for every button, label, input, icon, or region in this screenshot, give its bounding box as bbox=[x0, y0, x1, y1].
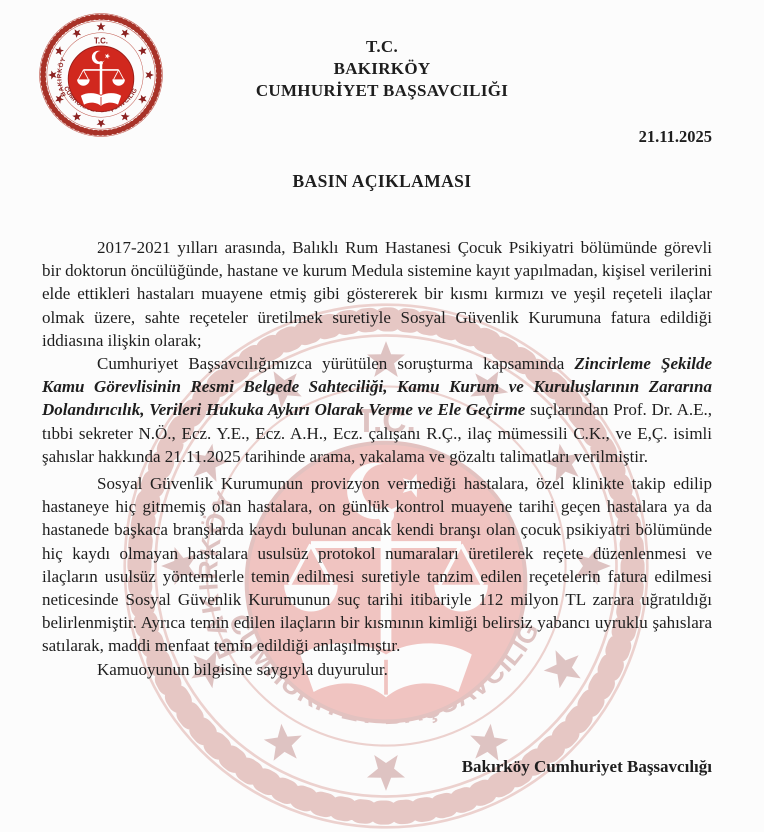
paragraph-findings: Sosyal Güvenlik Kurumunun provizyon vermediği hastalara, özel klinikte takip edilip hastaneye hiç gitmemiş olan hastalara, on günlük kontrol muayene tarihi geçen hastalara ya da hastanede başkaca branşlarda kaydı bulunan ancak kendi branşı olan çocuk psikiyatri bölümünde hiç kaydı olmayan hastalara usulsüz protokol numaraları üretilerek reçete düzenlenmesi ve ilaçların usulsüz yöntemlerle temin edilmesi suretiyle tanzim edilen reçetelerin fatura edilmesi neticesinde Sosyal Güvenlik Kurumunun suç tarihi itibariyle 112 milyon TL zarara uğratıldığı belirlenmiştir. Ayrıca temin edilen ilaçların bir kısmının kimliği belirsiz yabancı uyruklu şahıslara satılarak, maddi menfaat temin edildiği anlaşılmıştır. bbox=[42, 474, 712, 656]
paragraph-charges-prefix: Cumhuriyet Başsavcılığımızca yürütülen soruşturma kapsamında bbox=[97, 354, 575, 374]
paragraph-charges bbox=[42, 352, 712, 468]
document-date: 21.11.2025 bbox=[638, 127, 712, 146]
paragraph-allegation: 2017-2021 yılları arasında, Balıklı Rum Hastanesi Çocuk Psikiyatri bölümünde görevli bir doktorun öncülüğünde, hastane ve kurum Medula sistemine kayıt yapılmadan, kişisel verilerini elde ettikleri hastaları muayene etmiş gibi göstererek bir kısmı kırmızı ve yeşil reçeteli ilaçlar olmak üzere, sahte reçeteler üretilmek suretiyle Sosyal Güvenlik Kurumuna fatura edildiği iddiasına ilişkin olarak; bbox=[42, 238, 712, 350]
letterhead-line-office: CUMHURİYET BAŞSAVCILIĞI bbox=[255, 81, 509, 100]
letterhead-line-tc: T.C. bbox=[365, 37, 399, 56]
paragraph-charges-crimes: Zincirleme Şekilde Kamu Görevlisinin Resmi Belgede Sahteciliği, Kamu Kurum ve Kuruluşlarının Zararına Dolandırıcılık, Verileri Hukuka Aykırı Olarak Verme ve Ele Geçirme bbox=[42, 354, 713, 420]
document-body bbox=[42, 236, 712, 681]
closing-statement: Kamuoyunun bilgisine saygıyla duyurulur. bbox=[97, 659, 388, 679]
letterhead-line-district: BAKIRKÖY bbox=[333, 59, 431, 78]
signature-office: Bakırköy Cumhuriyet Başsavcılığı bbox=[461, 756, 712, 776]
paragraph-charges-suffix: suçlarından Prof. Dr. A.E., tıbbi sekreter N.Ö., Ecz. Y.E., Ecz. A.H., Ecz. çalışanı R.Ç., ilaç mümessili C.K., ve E,Ç. isimli şahıslar hakkında 21.11.2025 tarihinde arama, yakalama ve gözaltı talimatları verilmiştir. bbox=[42, 400, 712, 466]
prosecutor-office-seal bbox=[38, 12, 164, 138]
document-title: BASIN AÇIKLAMASI bbox=[292, 171, 472, 191]
